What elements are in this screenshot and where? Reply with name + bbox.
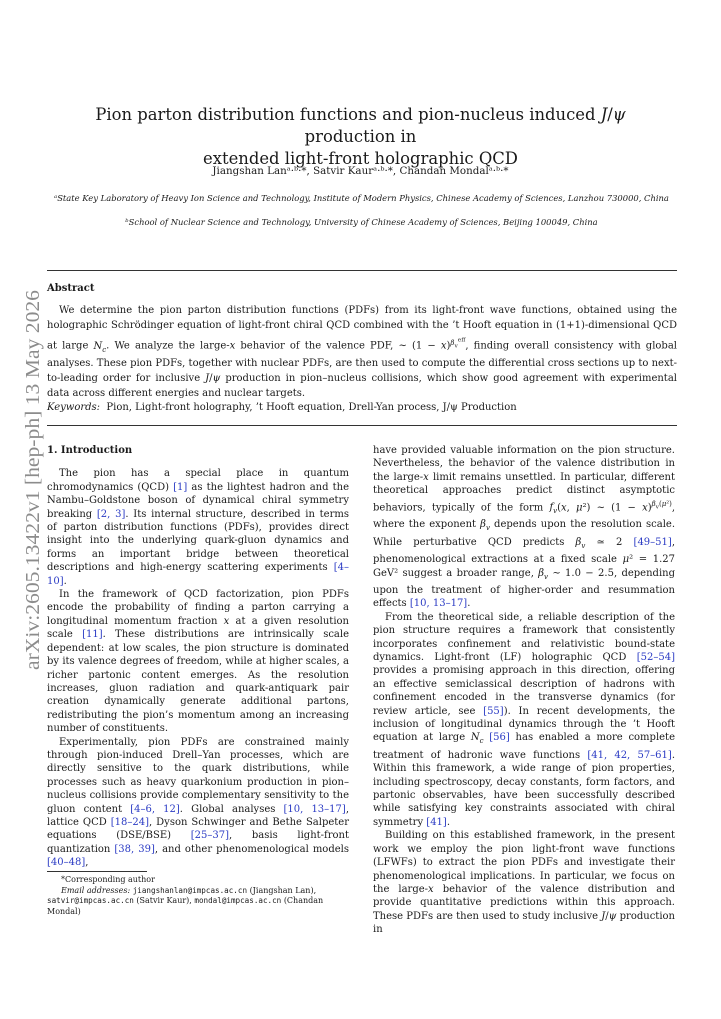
paragraph: have provided valuable information on the pion structure. Nevertheless, the behavior of the valence distribution in the large-x limit remains unsettled. In particular, different theoretical approaches predict distinct asymptotic behaviors, typically of the form $f_v(x$, μ²) ∼ $(1 - x)^{\beta_v(\mu^2)}$, where the exponent $\beta_v$ depends upon the resolution scale. While perturbative QCD predicts $\beta_v$ ≃ 2 [49–51], phenomenological extractions at a fixed scale μ² = 1.27 GeV² suggest a broader range, $\beta_v$ ∼ 1.0 − 2.5, depending upon the treatment of higher-order and resummation effects [10, 13–17]. bbox=[373, 445, 675, 610]
citation-link[interactable]: [11] bbox=[82, 629, 103, 641]
email-owner: (Jiangshan Lan), bbox=[249, 885, 317, 895]
paper-title: Pion parton distribution functions and pion-nucleus induced J/ψ production in extended light-front holographic QCD bbox=[95, 105, 626, 168]
svg-text:arXiv:2605.13422v1 [hep-ph]: arXiv:2605.13422v1 [hep-ph] 13 May 2026 bbox=[23, 327, 44, 670]
bottom-rule bbox=[47, 425, 677, 426]
email-label: Email addresses: bbox=[61, 885, 131, 895]
email-link[interactable]: jiangshanlan@impcas.ac.cn bbox=[132, 885, 248, 895]
email-owner: (Satvir Kaur), bbox=[136, 896, 192, 906]
column-left bbox=[47, 444, 349, 870]
keywords-line bbox=[47, 402, 677, 413]
citation-link[interactable]: [52–54] bbox=[636, 652, 675, 664]
corresponding-note: *Corresponding author bbox=[61, 875, 155, 884]
affiliation-b: ᵇSchool of Nuclear Science and Technology, University of Chinese Academy of Sciences, Beijing 100049, China bbox=[125, 217, 598, 227]
abstract-text: We determine the pion parton distribution functions (PDFs) from its light-front wave functions, obtained using the holographic Schrödinger equation of light-front chiral QCD combined with the ’t Hooft equation in (1+1)-dimensional QCD at large $N_c$. We analyze the large-x behavior of the valence PDF, ∼ $(1 - x)^{\beta_v^{eff}}$, finding overall consistency with global analyses. These pion PDFs, together with nuclear PDFs, are then used to compute the differential cross sections up to next-to-leading order for inclusive J/ψ production in pion–nucleus collisions, which show good agreement with experimental data across different energies and nuclear targets. bbox=[47, 305, 677, 399]
paragraph: From the theoretical side, a reliable description of the pion structure requires a framework that consistently incorporates confinement and relativistic bound-state dynamics. Light-front (LF) holographic QCD [52–54] provides a promising approach in this direction, offering an effective semiclassical description of hadrons with confinement encoded in the transverse dynamics (for review article, see [55]). In recent developments, the inclusion of longitudinal dynamics through the ’t Hooft equation at large $N_c$ [56] has enabled a more complete treatment of hadronic wave functions [41, 42, 57–61]. Within this framework, a wide range of pion properties, including spectroscopy, decay constants, form factors, and partonic observables, have been successfully described while satisfying key constraints associated with chiral symmetry [41]. bbox=[373, 611, 675, 828]
citation-link[interactable]: [56] bbox=[489, 732, 510, 744]
citation-link[interactable]: [41] bbox=[426, 816, 447, 828]
citation-link[interactable]: [4–10] bbox=[47, 562, 349, 587]
email-link[interactable]: satvir@impcas.ac.cn bbox=[47, 896, 134, 906]
citation-link[interactable]: [1] bbox=[173, 481, 188, 493]
column-right bbox=[373, 444, 675, 937]
citation-link[interactable]: [55] bbox=[483, 705, 504, 717]
section-heading: 1. Introduction bbox=[47, 445, 133, 456]
paragraph: Building on this established framework, in the present work we employ the pion light-front wave functions (LFWFs) to extract the pion PDFs and investigate their phenomenological implications. In particular, we focus on the large-x behavior of the valence distribution and provide quantitative predictions within this approach. These PDFs are then used to study inclusive J/ψ production in bbox=[373, 830, 676, 936]
paragraph: Experimentally, pion PDFs are constrained mainly through pion-induced Drell–Yan processes, which are directly sensitive to the quark distributions, while processes such as heavy quarkonium production in pion–nucleus collisions provide complementary sensitivity to the gluon content [4–6, 12]. Global analyses [10, 13–17], lattice QCD [18–24], Dyson Schwinger and Bethe Salpeter equations (DSE/BSE) [25–37], basis light-front quantization [38, 39], and other phenomenological models [40–48], bbox=[47, 736, 349, 869]
citation-link[interactable]: [18–24] bbox=[110, 816, 149, 828]
keywords-label: Keywords: bbox=[47, 402, 101, 413]
top-rule bbox=[47, 270, 677, 271]
citation-link[interactable]: [41, 42, 57–61] bbox=[587, 749, 672, 761]
email-owner: (Chandan Mondal) bbox=[47, 896, 324, 916]
citation-link[interactable]: [10, 13–17] bbox=[409, 598, 468, 610]
citation-link[interactable]: [4–6, 12] bbox=[130, 803, 180, 815]
abstract-heading: Abstract bbox=[47, 283, 95, 294]
email-line bbox=[47, 886, 349, 918]
footnote bbox=[47, 875, 349, 917]
arxiv-stamp bbox=[20, 290, 46, 670]
email-link[interactable]: mondal@impcas.ac.cn bbox=[194, 896, 282, 906]
citation-link[interactable]: [10, 13–17] bbox=[283, 803, 346, 815]
citation-link[interactable]: [2, 3] bbox=[96, 508, 126, 520]
footnote-rule bbox=[47, 871, 147, 872]
paragraph: The pion has a special place in quantum chromodynamics (QCD) [1] as the lightest hadron and the Nambu–Goldstone boson of dynamical chiral symmetry breaking [2, 3]. Its internal structure, described in terms of parton distribution functions (PDFs), provides direct insight into the underlying quark-gluon dynamics and forms an important bridge between theoretical descriptions and high-energy scattering experiments [4–10]. bbox=[47, 468, 349, 587]
citation-link[interactable]: [25–37] bbox=[190, 830, 230, 842]
paragraph: In the framework of QCD factorization, pion PDFs encode the probability of finding a parton carrying a longitudinal momentum fraction x at a given resolution scale [11]. These distributions are intrinsically scale dependent: at low scales, the pion structure is dominated by its valence degrees of freedom, while at higher scales, a richer partonic content emerges. As the resolution increases, gluon radiation and quark-antiquark pair creation dynamically generate additional partons, redistributing the pion’s momentum among an increasing number of constituents. bbox=[47, 589, 350, 735]
affiliation-a: ᵃState Key Laboratory of Heavy Ion Science and Technology, Institute of Modern Physics, Chinese Academy of Sciences, Lanzhou 730000, China bbox=[54, 193, 669, 203]
keywords-list: Pion, Light-front holography, ’t Hooft equation, Drell-Yan process, J/ψ Production bbox=[106, 402, 517, 413]
citation-link[interactable]: [40–48] bbox=[47, 857, 86, 869]
citation-link[interactable]: [49–51] bbox=[633, 536, 672, 548]
citation-link[interactable]: [38, 39] bbox=[114, 843, 155, 855]
author-list: Jiangshan Lanᵃ·ᵇ·*, Satvir Kaurᵃ·ᵇ·*, Chandan Mondalᵃ·ᵇ·* bbox=[212, 165, 509, 177]
